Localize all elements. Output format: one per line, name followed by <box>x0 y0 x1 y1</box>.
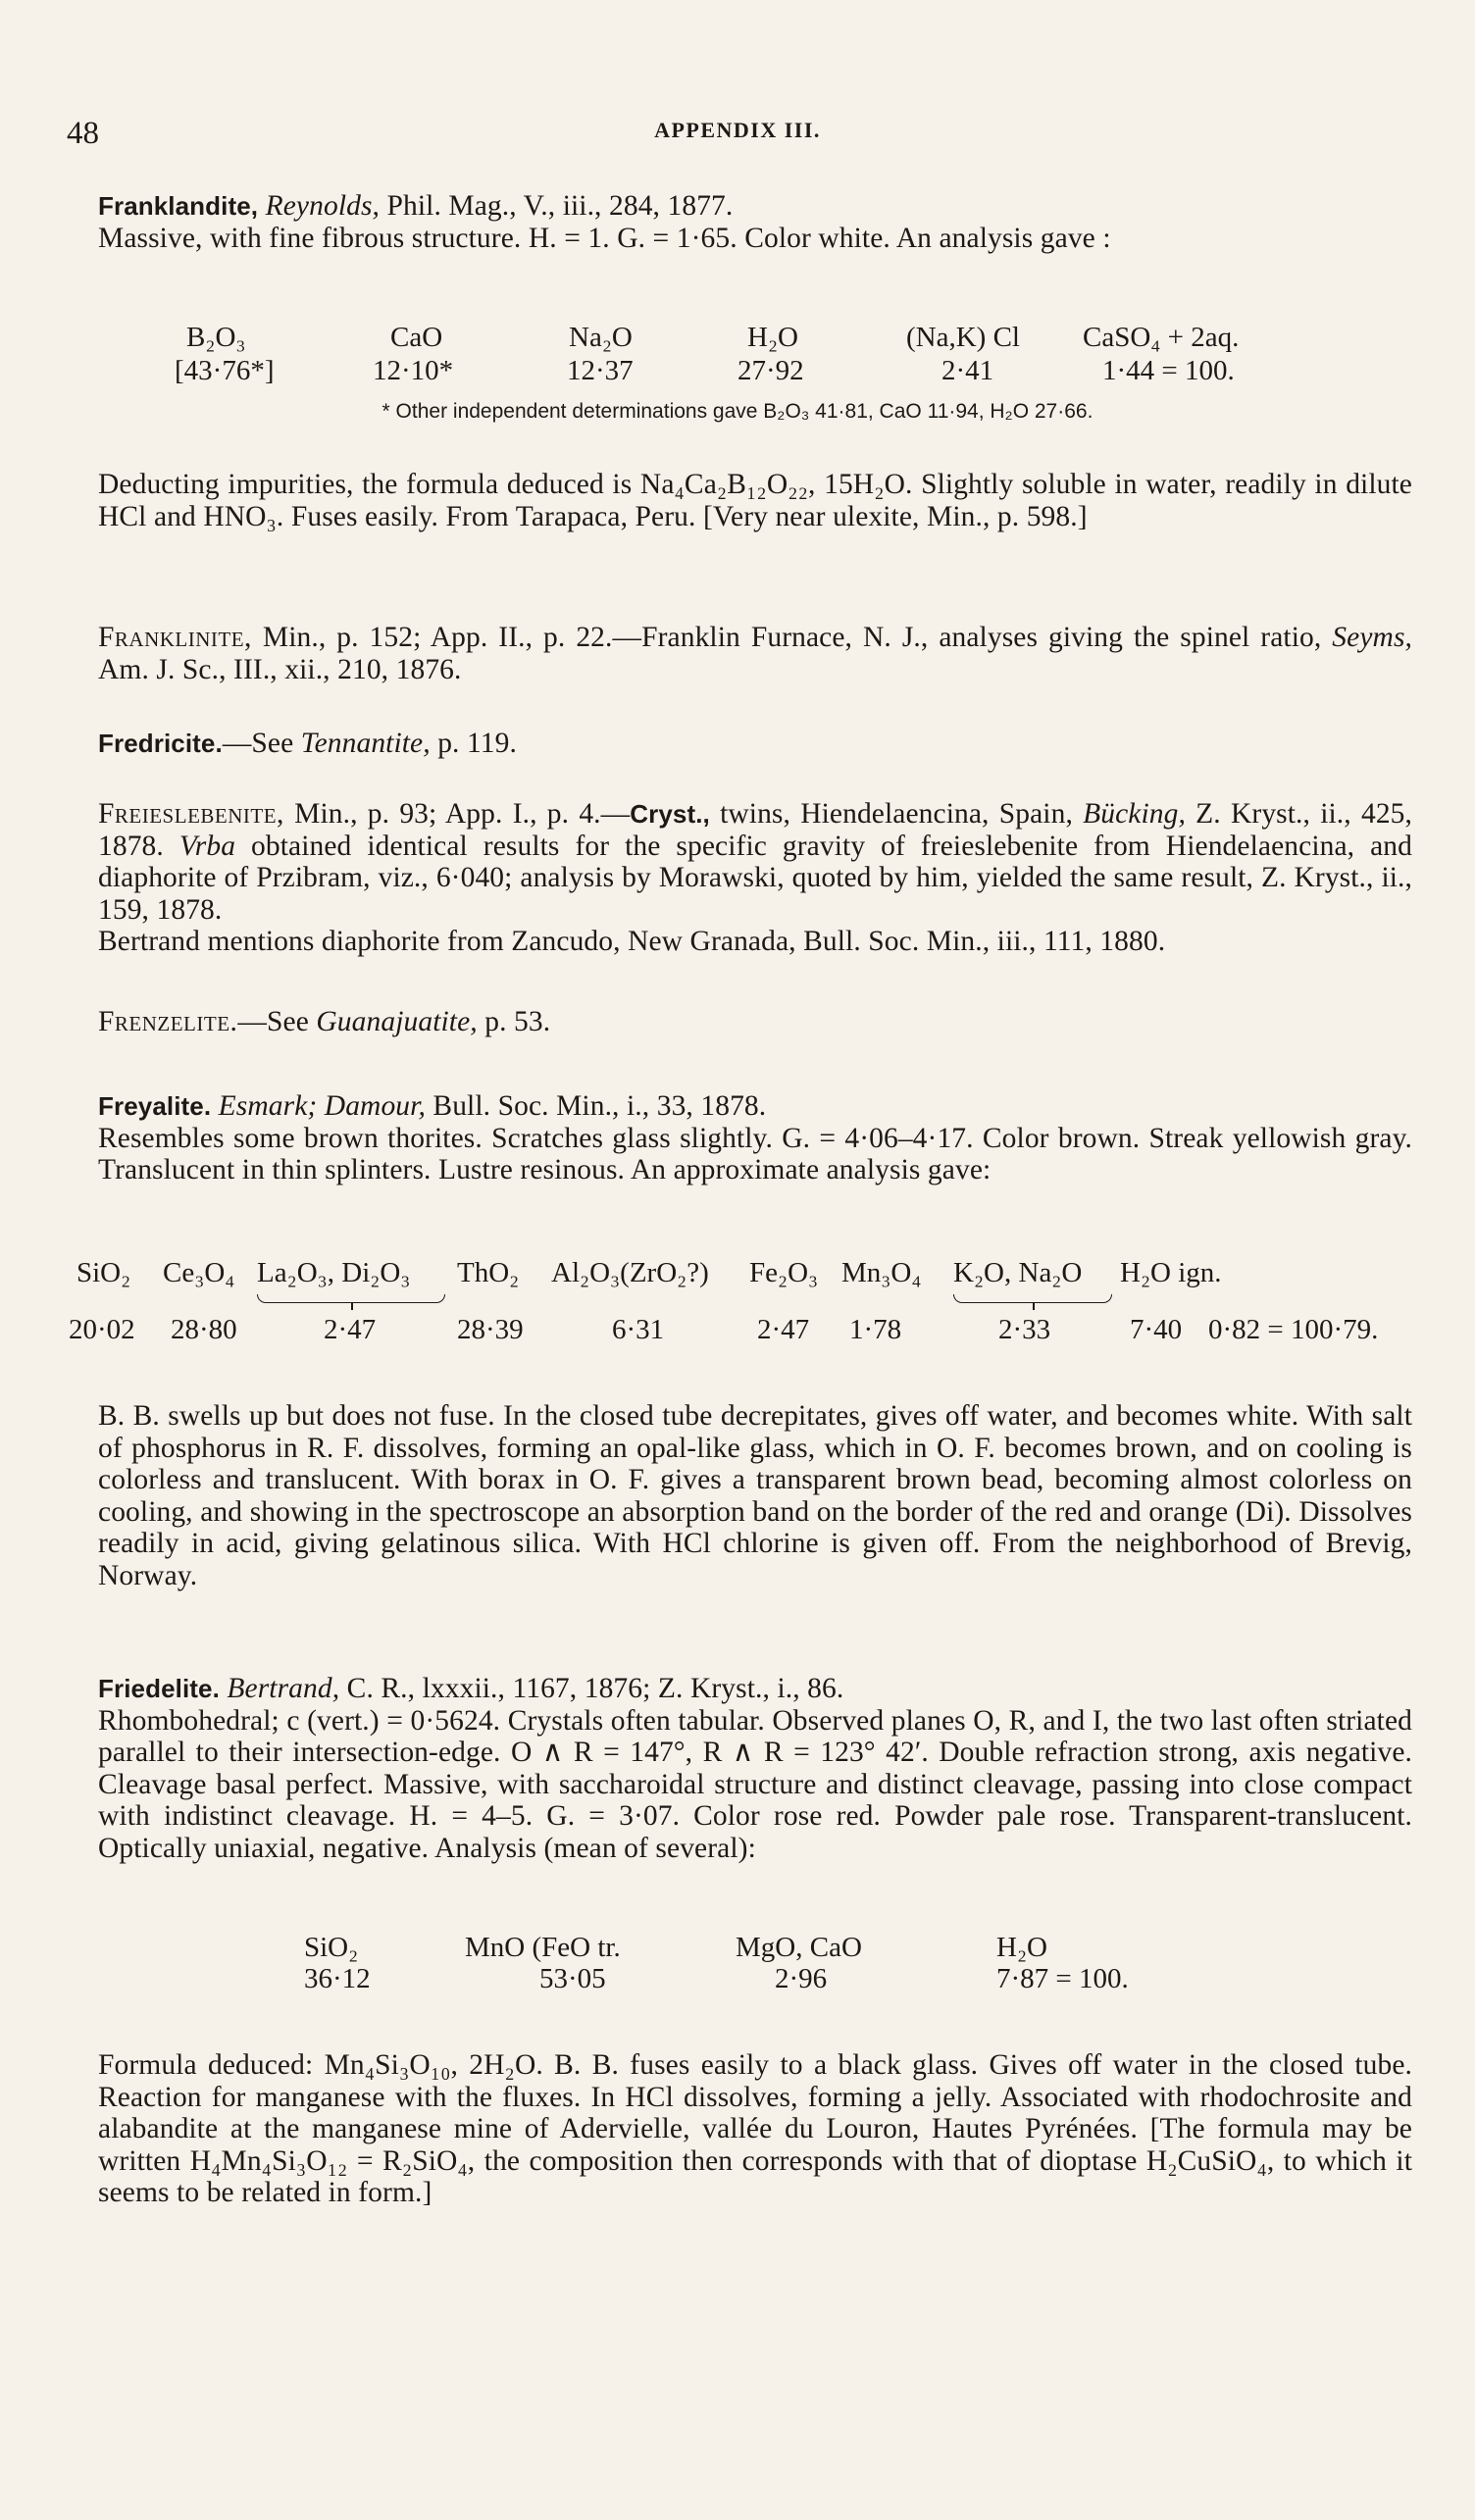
author: Seyms, <box>1332 622 1412 653</box>
description: obtained identical results for the specific gravity of freieslebenite from Hiendelaencina, and diaphorite of Przibram, viz., 6·040; analysis by Morawski, quoted by him, yielded the same result, Z. Kryst., ii., 159, 1878. <box>98 830 1412 926</box>
author: Reynolds, <box>265 190 381 222</box>
cryst-label: Cryst., <box>630 799 710 829</box>
table-header: CaO <box>390 322 443 353</box>
table-value: 1·78 <box>849 1314 902 1345</box>
reference: Min., p. 93; App. I., p. 4.— <box>283 798 631 830</box>
franklandite-paragraph: Deducting impurities, the formula deduced is Na₄Ca₂B₁₂O₂₂, 15H₂O. Slightly soluble in water, readily in dilute HCl and HNO₃. Fuses easily. From Tarapaca, Peru. [Very near ulexite, Min., p. 598.] <box>98 469 1412 532</box>
mineral-name: Fredricite. <box>98 729 223 758</box>
mineral-name: Franklinite, <box>98 622 252 653</box>
table-value: [43·76*] <box>175 355 275 386</box>
table-value: 7·87 = 100. <box>996 1963 1129 1994</box>
description: twins, Hiendelaencina, Spain, <box>709 798 1084 830</box>
table-header: H₂O ign. <box>1120 1257 1222 1288</box>
reference: Am. J. Sc., III., xii., 210, 1876. <box>98 653 462 685</box>
frenzelite-entry <box>98 1006 1412 1038</box>
freyalite-entry <box>98 1090 1412 1186</box>
description: Rhombohedral; c (vert.) = 0·5624. Crystals often tabular. Observed planes O, R, and I, the two last often striated parallel to their intersection-edge. O ∧ R = 147°, R ∧ R = 123° 42′. Double refraction strong, axis negative. Cleavage basal perfect. Massive, with saccharoidal structure and distinct cleavage, passing into close compact with indistinct cleavage. H. = 4–5. G. = 3·07. Color rose red. Powder pale rose. Transparent-translucent. Optically uniaxial, negative. Analysis (mean of several): <box>98 1704 1412 1864</box>
table-value: 2·47 <box>757 1314 810 1345</box>
see-text: —See <box>237 1006 317 1037</box>
running-head: APPENDIX III. <box>654 118 821 142</box>
table-header: MgO, CaO <box>736 1932 862 1963</box>
table-header: Al₂O₃(ZrO₂?) <box>551 1257 709 1288</box>
author: Vrba <box>178 830 236 862</box>
description: Massive, with fine fibrous structure. H. = 1. G. = 1·65. Color white. An analysis gave : <box>98 222 1111 254</box>
table-header: CaSO₄ + 2aq. <box>1083 322 1240 353</box>
table-value: 0·82 = 100·79. <box>1208 1314 1379 1345</box>
table-header: (Na,K) Cl <box>906 322 1020 353</box>
table-value: 2·47 <box>324 1314 377 1345</box>
table-header: MnO (FeO tr. <box>465 1932 621 1963</box>
reference: Phil. Mag., V., iii., 284, 1877. <box>380 190 734 222</box>
freyalite-paragraph: B. B. swells up but does not fuse. In the closed tube decrepitates, gives off water, and becomes white. With salt of phosphorus in R. F. dissolves, forming an opal-like glass, which in O. F. becomes brown, and on cooling is colorless and translucent. With borax in O. F. gives a transparent brown bead, becoming almost colorless on cooling, and showing in the spectroscope an absorption band on the border of the red and orange (Di). Dissolves readily in acid, giving gelatinous silica. With HCl chlorine is given off. From the neighborhood of Brevig, Norway. <box>98 1400 1412 1591</box>
table-value: 2·96 <box>775 1963 828 1994</box>
freieslebenite-entry <box>98 798 1412 958</box>
friedelite-entry <box>98 1673 1412 1864</box>
paragraph: Bertrand mentions diaphorite from Zancudo, New Granada, Bull. Soc. Min., iii., 111, 1880. <box>98 926 1166 957</box>
franklinite-entry <box>98 622 1412 685</box>
author: Bertrand, <box>227 1673 340 1704</box>
author: Bücking, <box>1083 798 1186 830</box>
freyalite-analysis-table <box>0 1257 1475 1345</box>
friedelite-paragraph: Formula deduced: Mn₄Si₃O₁₀, 2H₂O. B. B. fuses easily to a black glass. Gives off water in the closed tube. Reaction for manganese with the fluxes. In HCl dissolves, forming a jelly. Associated with rhodochrosite and alabandite at the manganese mine of Adervielle, vallée du Louron, Hautes Pyrénées. [The formula may be written H₄Mn₄Si₃O₁₂ = R₂SiO₄, the composition then corresponds with that of dioptase H₂CuSiO₄, to which it seems to be related in form.] <box>98 2049 1412 2208</box>
see-text: —See <box>222 728 301 759</box>
table-header: SiO₂ <box>304 1932 359 1963</box>
mineral-name: Freieslebenite, <box>98 798 284 830</box>
brace <box>953 1294 1112 1303</box>
franklandite-entry <box>98 190 1412 254</box>
friedelite-analysis-table <box>0 1932 1475 2000</box>
table-value: 12·37 <box>567 355 634 386</box>
reference: C. R., lxxxii., 1167, 1876; Z. Kryst., i., 86. <box>339 1673 844 1704</box>
table-value: 2·33 <box>998 1314 1051 1345</box>
table-value: 36·12 <box>304 1963 371 1994</box>
table-header: Mn₃O₄ <box>841 1257 922 1288</box>
table-value: 1·44 = 100. <box>1102 355 1235 386</box>
table-header: La₂O₃, Di₂O₃ <box>257 1257 411 1288</box>
description: Resembles some brown thorites. Scratches glass slightly. G. = 4·06–4·17. Color brown. Streak yellowish gray. Translucent in thin splinters. Lustre resinous. An approximate analysis gave: <box>98 1122 1412 1185</box>
table-value: 2·41 <box>941 355 994 386</box>
table-value: 27·92 <box>738 355 804 386</box>
mineral-name: Franklandite, <box>98 191 259 221</box>
table-header: ThO₂ <box>457 1257 520 1288</box>
table-value: 28·80 <box>171 1314 237 1345</box>
table-header: H₂O <box>747 322 798 353</box>
reference: Bull. Soc. Min., i., 33, 1878. <box>425 1090 767 1122</box>
reference: Z. Kryst., ii., 425, 1878. <box>98 798 1412 862</box>
table-value: 28·39 <box>457 1314 524 1345</box>
table-value: 12·10* <box>373 355 454 386</box>
mineral-name: Frenzelite. <box>98 1006 238 1037</box>
page-ref: p. 119. <box>430 728 517 759</box>
table-header: B₂O₃ <box>186 322 246 353</box>
table-value: 20·02 <box>69 1314 135 1345</box>
table-header: K₂O, Na₂O <box>953 1257 1083 1288</box>
page-ref: p. 53. <box>477 1006 551 1037</box>
author: Damour, <box>324 1090 426 1122</box>
table-header: SiO₂ <box>76 1257 131 1288</box>
table-value: 7·40 <box>1130 1314 1183 1345</box>
reference: Min., p. 152; App. II., p. 22.—Franklin Furnace, N. J., analyses giving the spinel ratio, <box>251 622 1333 653</box>
cross-reference: Guanajuatite, <box>316 1006 478 1037</box>
page-number: 48 <box>67 116 99 151</box>
fredricite-entry <box>98 728 1412 760</box>
table-header: Ce₃O₄ <box>163 1257 235 1288</box>
mineral-name: Freyalite. <box>98 1091 212 1121</box>
mineral-name: Friedelite. <box>98 1674 220 1703</box>
table-value: 6·31 <box>612 1314 665 1345</box>
author: Esmark; <box>218 1090 318 1122</box>
table-header: Na₂O <box>569 322 633 353</box>
cross-reference: Tennantite, <box>300 728 431 759</box>
footnote: * Other independent determinations gave B₂O₃ 41·81, CaO 11·94, H₂O 27·66. <box>381 400 1094 423</box>
table-value: 53·05 <box>539 1963 606 1994</box>
franklandite-analysis-table <box>0 322 1475 390</box>
table-header: H₂O <box>996 1932 1047 1963</box>
table-header: Fe₂O₃ <box>749 1257 819 1288</box>
brace <box>257 1294 445 1303</box>
